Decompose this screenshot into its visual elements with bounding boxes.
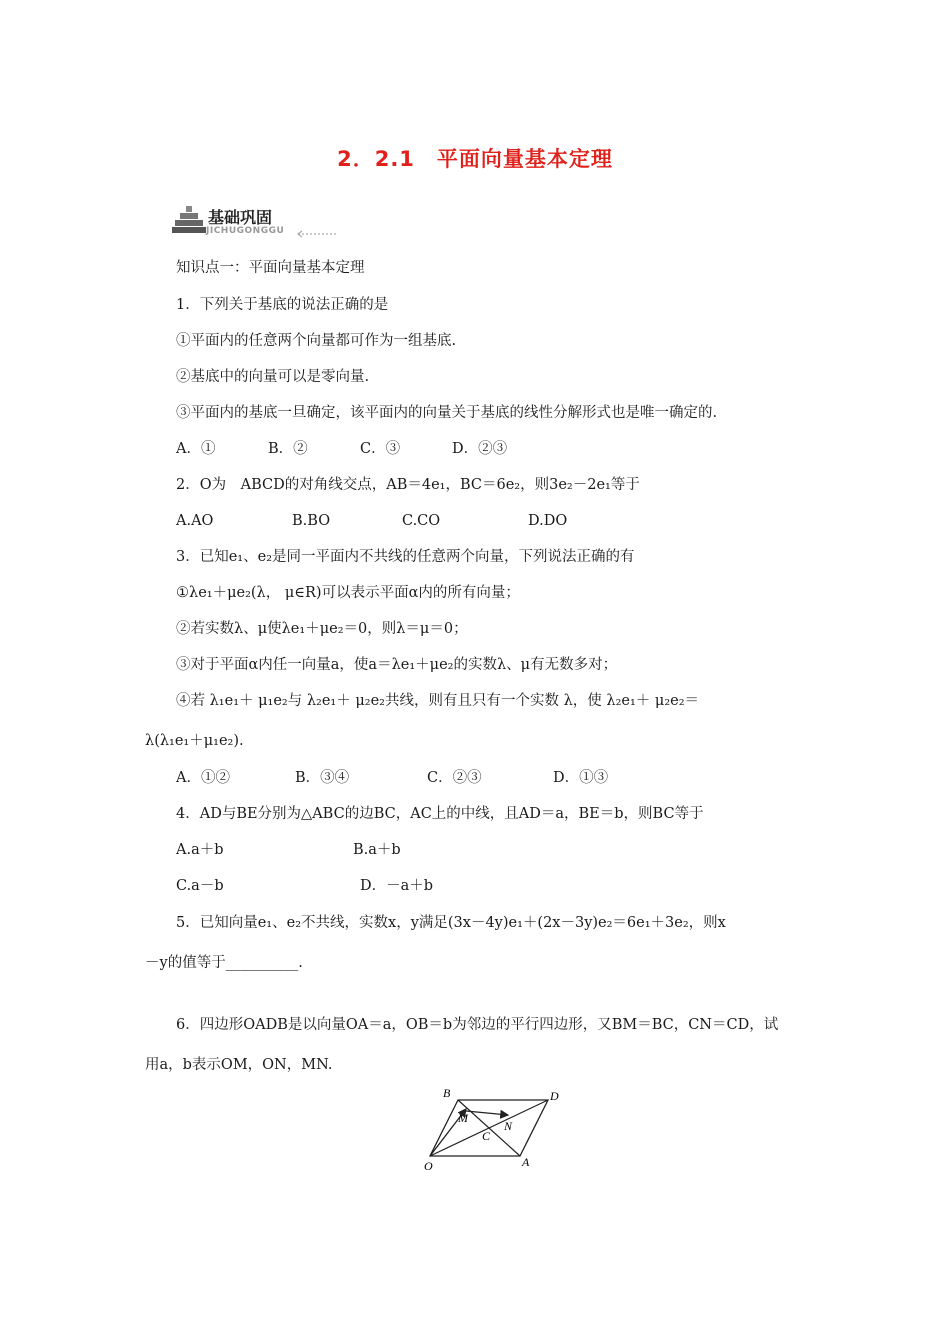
label-c: C [482, 1129, 491, 1143]
q1-statement-3: ③平面内的基底一旦确定，该平面内的向量关于基底的线性分解形式也是唯一确定的. [176, 405, 718, 421]
q6-line-1: 6．四边形OADB是以向量OA＝a，OB＝b为邻边的平行四边形，又BM＝BC，CN＝CD，试 [176, 1017, 779, 1033]
q3-stem: 3．已知e₁、e₂是同一平面内不共线的任意两个向量，下列说法正确的有 [176, 549, 635, 565]
page-title: 2．2.1 平面向量基本定理 [337, 147, 613, 171]
section-label: 基础巩固 [208, 208, 273, 227]
q3-option-a: A．①② [176, 770, 230, 786]
dashed-arrow-icon [296, 230, 340, 238]
q3-option-d: D．①③ [553, 770, 609, 786]
knowledge-point: 知识点一：平面向量基本定理 [176, 260, 365, 276]
q2-option-b: B.BO [292, 513, 331, 529]
q4-option-d: D．－a＋b [360, 878, 434, 894]
stairs-icon [172, 204, 206, 238]
q1-option-a: A．① [176, 441, 216, 457]
q1-statement-2: ②基底中的向量可以是零向量. [176, 369, 370, 385]
label-m: M [458, 1111, 468, 1125]
q4-option-a: A.a＋b [176, 842, 224, 858]
q1-option-d: D．②③ [452, 441, 508, 457]
q3-option-c: C．②③ [427, 770, 482, 786]
q2-option-a: A.AO [176, 513, 214, 529]
q3-statement-2: ②若实数λ、μ使λe₁＋μe₂＝0，则λ＝μ＝0； [176, 621, 468, 637]
q3-option-b: B．③④ [295, 770, 350, 786]
q2-stem: 2．O为 ABCD的对角线交点，AB＝4e₁，BC＝6e₂，则3e₂－2e₁等于 [176, 477, 640, 493]
q1-option-c: C．③ [360, 441, 401, 457]
q1-statement-1: ①平面内的任意两个向量都可作为一组基底. [176, 333, 457, 349]
q4-option-b: B.a＋b [353, 842, 401, 858]
label-n: N [504, 1119, 513, 1133]
q2-option-c: C.CO [402, 513, 441, 529]
label-d: D [550, 1089, 559, 1103]
q3-statement-4: ④若 λ₁e₁＋ μ₁e₂与 λ₂e₁＋ μ₂e₂共线，则有且只有一个实数 λ，使 λ₂e₁＋ μ₂e₂＝ [176, 693, 700, 709]
label-a: A [522, 1155, 530, 1169]
q2-option-d: D.DO [528, 513, 568, 529]
section-badge [172, 204, 342, 242]
label-b: B [443, 1086, 451, 1100]
q3-statement-3: ③对于平面α内任一向量a，使a＝λe₁＋μe₂的实数λ、μ有无数多对； [176, 657, 618, 673]
q5-line-2: －y的值等于__________. [145, 955, 303, 971]
q6-line-2: 用a，b表示OM，ON，MN. [145, 1057, 333, 1073]
section-subtitle: JICHUGONGGU [206, 226, 285, 236]
label-o: O [424, 1159, 433, 1173]
q1-stem: 1．下列关于基底的说法正确的是 [176, 297, 389, 313]
q3-statement-1: ①λe₁＋μe₂(λ， μ∈R)可以表示平面α内的所有向量； [176, 585, 520, 601]
q4-option-c: C.a－b [176, 878, 224, 894]
q3-statement-4-cont: λ(λ₁e₁＋μ₁e₂). [145, 733, 244, 749]
q4-stem: 4．AD与BE分别为△ABC的边BC，AC上的中线，且AD＝a，BE＝b，则BC等于 [176, 806, 704, 822]
parallelogram-figure [412, 1084, 572, 1174]
q1-option-b: B．② [268, 441, 308, 457]
q5-line-1: 5．已知向量e₁、e₂不共线，实数x，y满足(3x－4y)e₁＋(2x－3y)e₂＝6e₁＋3e₂，则x [176, 915, 726, 931]
